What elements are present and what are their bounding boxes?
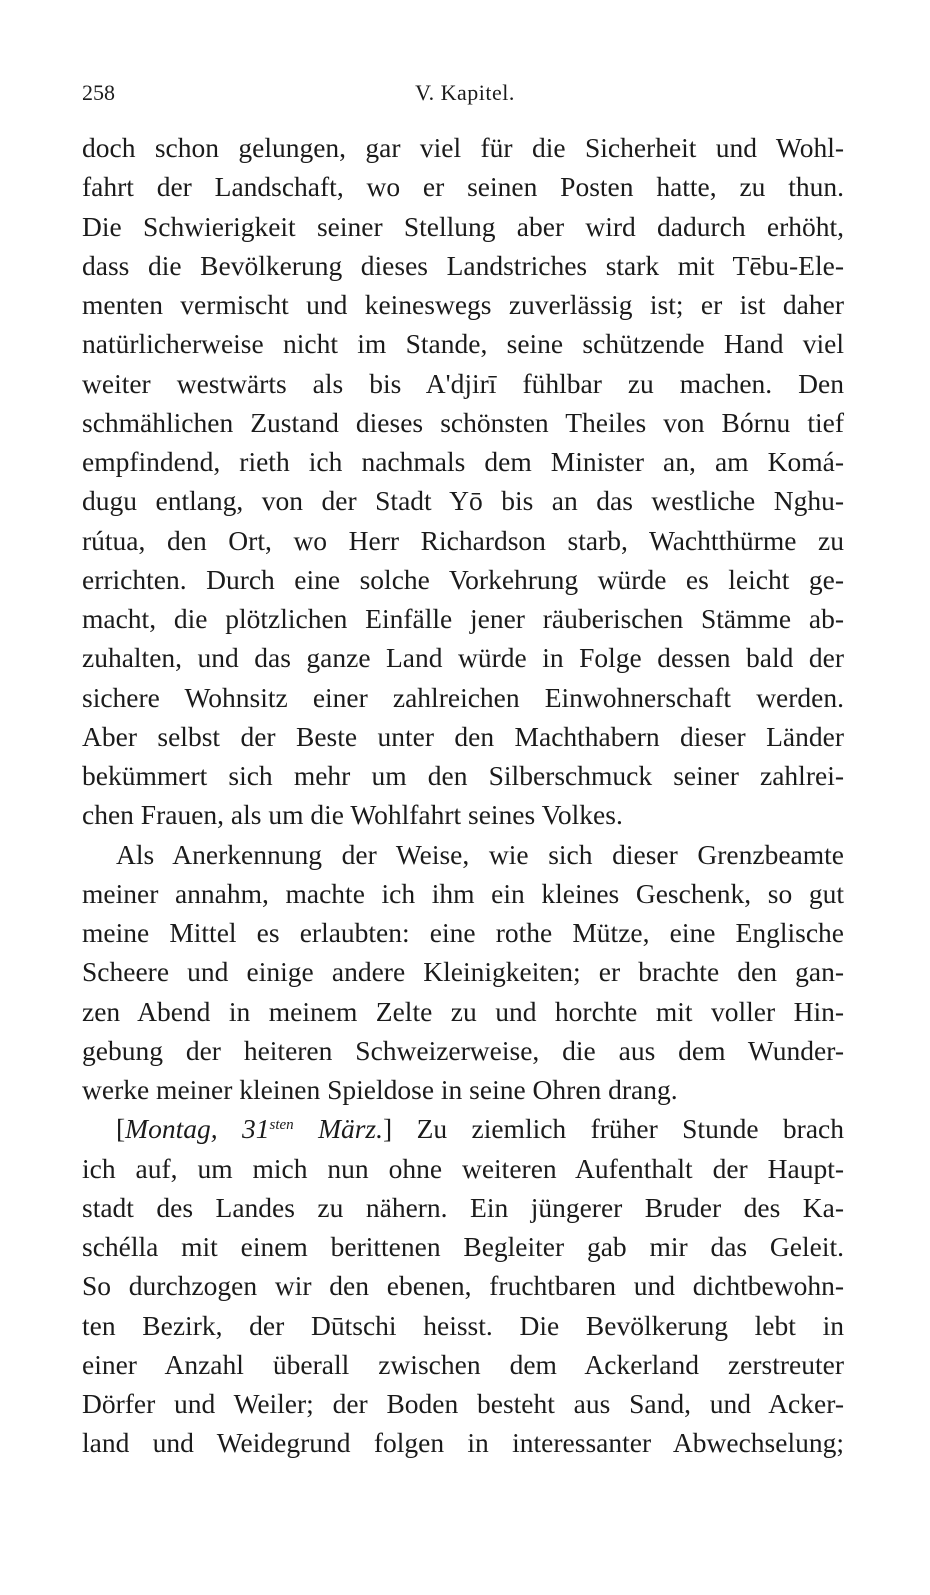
text-line: meiner annahm, machte ich ihm ein kleines Geschenk, so gut xyxy=(82,877,844,909)
page-number: 258 xyxy=(82,80,115,105)
text-line: weiter westwärts als bis A'djirī fühlbar zu machen. Den xyxy=(82,367,844,399)
text-line: dass die Bevölkerung dieses Landstriches stark mit Tēbu-Ele- xyxy=(82,249,844,281)
text-line: empfindend, rieth ich nachmals dem Minister an, am Komá- xyxy=(82,446,844,477)
date-month: März. xyxy=(318,1113,383,1145)
text-line: meine Mittel es erlaubten: eine rothe Mütze, eine Englische xyxy=(82,917,844,948)
text-line: werke meiner kleinen Spieldose in seine Ohren drang. xyxy=(82,1074,678,1105)
text-line: Als Anerkennung der Weise, wie sich dieser Grenzbeamte xyxy=(116,838,844,870)
text-body xyxy=(82,128,844,1463)
date-line: [Montag, $31^{sten}$ März.] Zu ziemlich früher Stunde brach xyxy=(116,1113,844,1145)
chapter-title: V. Kapitel. xyxy=(415,80,515,105)
text-line: dugu entlang, von der Stadt Yō bis an das westliche Nghu- xyxy=(82,485,844,517)
text-line: zuhalten, und das ganze Land würde in Folge dessen bald der xyxy=(82,642,844,674)
text-line: einer Anzahl überall zwischen dem Ackerland zerstreuter xyxy=(82,1348,844,1380)
text-line: ich auf, um mich nun ohne weiteren Aufenthalt der Haupt- xyxy=(82,1152,844,1184)
text-line: Scheere und einige andere Kleinigkeiten; er brachte den gan- xyxy=(82,956,844,988)
text-line: menten vermischt und keineswegs zuverlässig ist; er ist daher xyxy=(82,289,844,320)
text-line: schmählichen Zustand dieses schönsten Theiles von Bórnu tief xyxy=(82,406,844,438)
text-line: gebung der heiteren Schweizerweise, die aus dem Wunder- xyxy=(82,1034,844,1066)
text-line: sichere Wohnsitz einer zahlreichen Einwohnerschaft werden. xyxy=(82,681,844,713)
text-line: Dörfer und Weiler; der Boden besteht aus Sand, und Acker- xyxy=(82,1388,844,1419)
date-line-text: Zu ziemlich früher Stunde brach xyxy=(392,1113,844,1145)
text-line: rútua, den Ort, wo Herr Richardson starb, Wachtthürme zu xyxy=(82,524,844,556)
text-line: natürlicherweise nicht im Stande, seine schützende Hand viel xyxy=(82,328,844,360)
text-line: Aber selbst der Beste unter den Machthabern dieser Länder xyxy=(82,720,844,752)
text-line: Die Schwierigkeit seiner Stellung aber wird dadurch erhöht, xyxy=(82,210,844,242)
running-header xyxy=(82,76,848,110)
text-line: zen Abend in meinem Zelte zu und horchte mit voller Hin- xyxy=(82,995,844,1027)
text-line: ten Bezirk, der Dūtschi heisst. Die Bevölkerung lebt in xyxy=(82,1309,844,1341)
text-line: land und Weidegrund folgen in interessanter Abwechselung; xyxy=(82,1427,844,1459)
text-line: schélla mit einem berittenen Begleiter gab mir das Geleit. xyxy=(82,1231,844,1262)
text-line: fahrt der Landschaft, wo er seinen Posten hatte, zu thun. xyxy=(82,171,844,203)
date-day: Montag, xyxy=(125,1113,218,1145)
text-line: chen Frauen, als um die Wohlfahrt seines Volkes. xyxy=(82,799,623,831)
date-number: 31 xyxy=(242,1113,270,1145)
text-line: doch schon gelungen, gar viel für die Sicherheit und Wohl- xyxy=(82,132,844,163)
text-line: stadt des Landes zu nähern. Ein jüngerer Bruder des Ka- xyxy=(82,1191,844,1223)
text-line: So durchzogen wir den ebenen, fruchtbaren und dichtbewohn- xyxy=(82,1270,844,1302)
text-line: bekümmert sich mehr um den Silberschmuck seiner zahlrei- xyxy=(82,760,844,791)
text-line: macht, die plötzlichen Einfälle jener räuberischen Stämme ab- xyxy=(82,603,844,634)
text-line: errichten. Durch eine solche Vorkehrung würde es leicht ge- xyxy=(82,563,844,595)
date-suffix: sten xyxy=(269,1117,294,1134)
